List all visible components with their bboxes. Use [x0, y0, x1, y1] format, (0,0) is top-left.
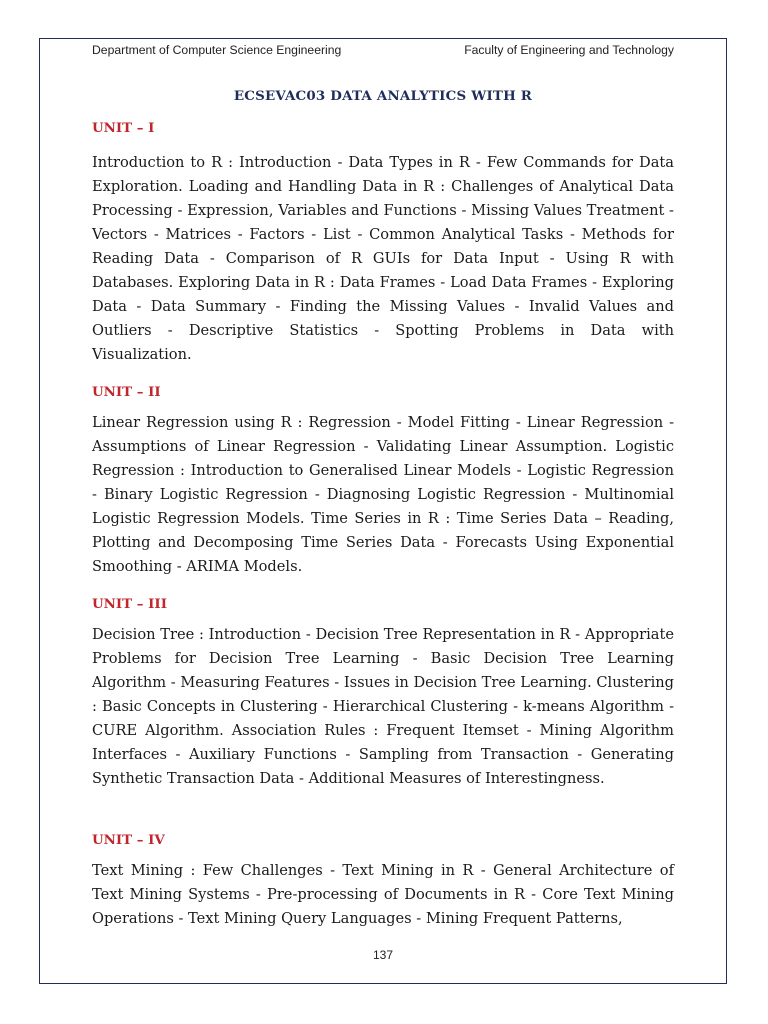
header-department: Department of Computer Science Engineering — [92, 43, 342, 57]
unit-1-body: Introduction to R : Introduction - Data Types in R - Few Commands for Data Exploration. Loading and Handling Data in R : Challenges of Analytical Data Processing - Expression, Variables and Functions - Missing Values Treatment - Vectors - Matrices - Factors - List - Common Analytical Tasks - Methods for Reading Data - Comparison of R GUIs for Data Input - Using R with Databases. Exploring Data in R : Data Frames - Load Data Frames - Exploring Data - Data Summary - Finding the Missing Values - Invalid Values and Outliers - Descriptive Statistics - Spotting Problems in Data with Visualization. — [92, 154, 674, 363]
unit-3-heading: UNIT – III — [92, 596, 167, 612]
unit-3-body: Decision Tree : Introduction - Decision Tree Representation in R - Appropriate Problems for Decision Tree Learning - Basic Decision Tree Learning Algorithm - Measuring Features - Issues in Decision Tree Learning. Clustering : Basic Concepts in Clustering - Hierarchical Clustering - k-means Algorithm - CURE Algorithm. Association Rules : Frequent Itemset - Mining Algorithm Interfaces - Auxiliary Functions - Sampling from Transaction - Generating Synthetic Transaction Data - Additional Measures of Interestingness. — [92, 626, 674, 787]
unit-4-body: Text Mining : Few Challenges - Text Mining in R - General Architecture of Text Mining Systems - Pre-processing of Documents in R - Core Text Mining Operations - Text Mining Query Languages - Mining Frequent Patterns, — [92, 862, 674, 927]
header-faculty: Faculty of Engineering and Technology — [464, 43, 674, 57]
course-title: ECSEVAC03 DATA ANALYTICS WITH R — [233, 88, 533, 104]
unit-4-heading: UNIT – IV — [92, 832, 165, 848]
unit-2-heading: UNIT – II — [92, 384, 161, 400]
page-header — [92, 43, 674, 57]
unit-1-heading: UNIT – I — [92, 120, 155, 136]
page-number: 137 — [372, 948, 394, 962]
unit-2-body: Linear Regression using R : Regression - Model Fitting - Linear Regression - Assumptions of Linear Regression - Validating Linear Assumption. Logistic Regression : Introduction to Generalised Linear Models - Logistic Regression - Binary Logistic Regression - Diagnosing Logistic Regression - Multinomial Logistic Regression Models. Time Series in R : Time Series Data – Reading, Plotting and Decomposing Time Series Data - Forecasts Using Exponential Smoothing - ARIMA Models. — [92, 414, 674, 575]
